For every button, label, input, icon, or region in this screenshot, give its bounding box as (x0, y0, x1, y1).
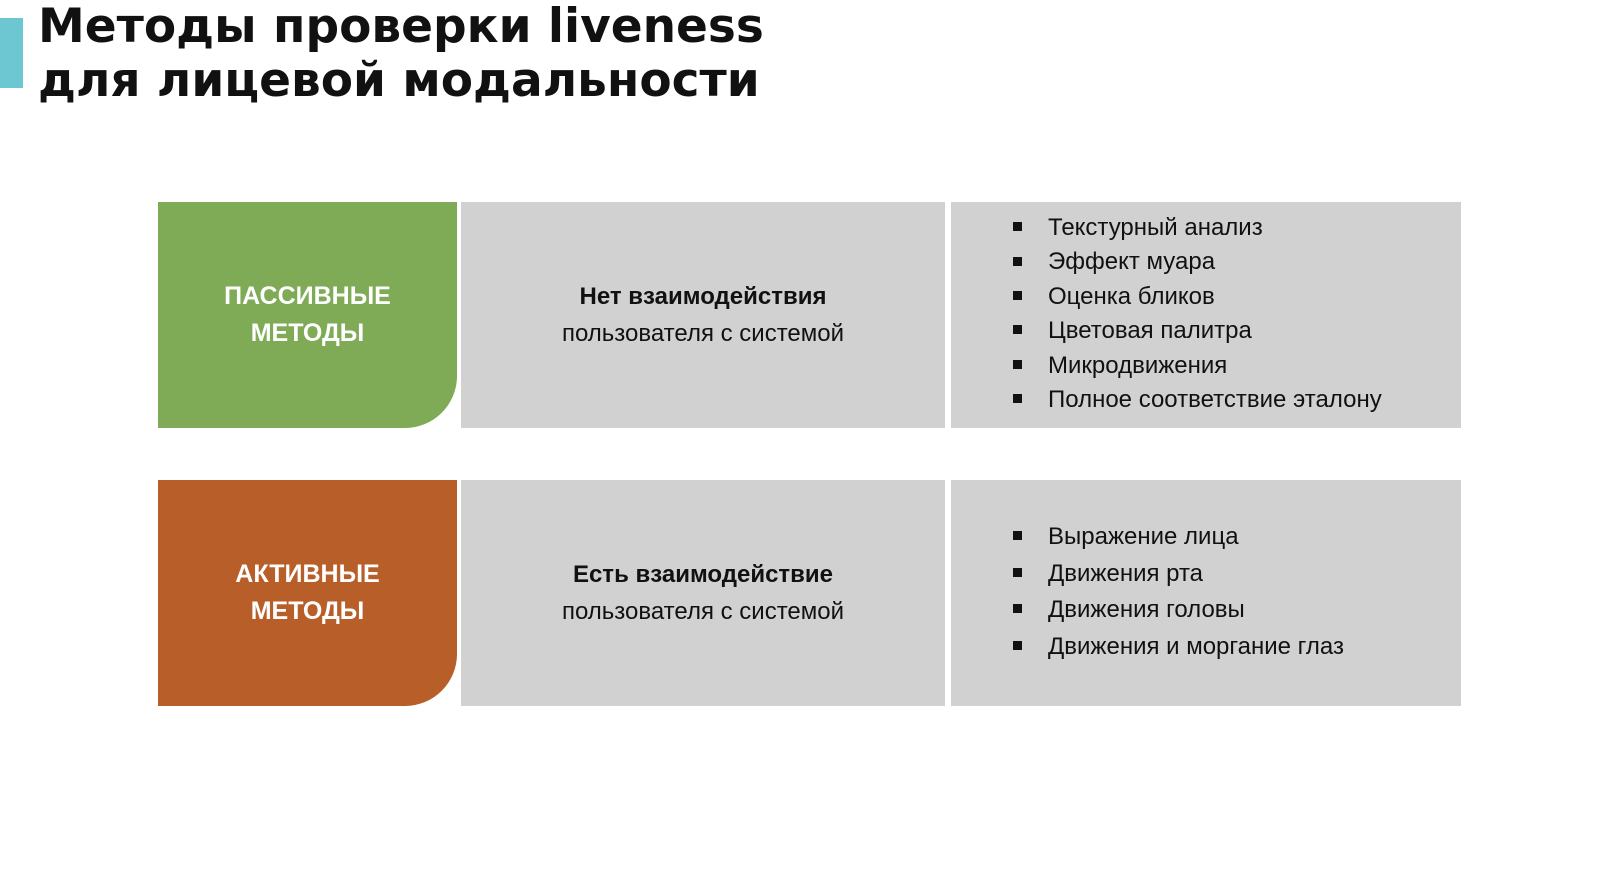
list-item-text: Движения головы (1048, 596, 1245, 623)
active-methods-list (951, 519, 1461, 665)
list-item-text: Микродвижения (1048, 351, 1228, 379)
square-bullet-icon (1013, 641, 1022, 650)
passive-methods-list (951, 211, 1461, 417)
list-item (951, 592, 1461, 629)
list-item-text: Эффект муара (1048, 248, 1216, 276)
slide-title-line-2: для лицевой модальности (38, 53, 760, 108)
list-item (951, 556, 1461, 593)
slide-title-line-1: Методы проверки liveness (38, 0, 764, 54)
list-item-text: Выражение лица (1048, 523, 1239, 550)
square-bullet-icon (1013, 360, 1022, 369)
square-bullet-icon (1013, 257, 1022, 266)
active-description (461, 480, 945, 706)
list-item (951, 383, 1461, 417)
list-item-text: Текстурный анализ (1048, 214, 1263, 241)
passive-label-line-2: МЕТОДЫ (250, 319, 365, 347)
list-item (951, 519, 1461, 556)
square-bullet-icon (1013, 394, 1022, 403)
passive-description (461, 202, 945, 428)
square-bullet-icon (1013, 222, 1022, 231)
active-methods-list-panel (951, 480, 1461, 706)
list-item-text: Оценка бликов (1048, 282, 1215, 310)
list-item (951, 314, 1461, 348)
list-item (951, 211, 1461, 245)
list-item-text: Цветовая палитра (1048, 317, 1252, 345)
active-methods-label (158, 480, 457, 706)
passive-description-text: пользователя с системой (561, 320, 845, 347)
passive-methods-list-panel (951, 202, 1461, 428)
square-bullet-icon (1013, 531, 1022, 540)
list-item (951, 629, 1461, 666)
active-label-line-1: АКТИВНЫЕ (235, 560, 380, 588)
active-description-text: пользователя с системой (561, 598, 845, 625)
active-label-line-2: МЕТОДЫ (250, 597, 365, 625)
list-item (951, 245, 1461, 279)
list-item (951, 349, 1461, 383)
square-bullet-icon (1013, 325, 1022, 334)
square-bullet-icon (1013, 568, 1022, 577)
list-item-text: Полное соответствие эталону (1048, 386, 1382, 414)
active-description-bold: Есть взаимодействие (572, 561, 834, 588)
list-item-text: Движения рта (1048, 559, 1204, 587)
list-item (951, 280, 1461, 314)
accent-bar (0, 18, 23, 88)
passive-label-line-1: ПАССИВНЫЕ (224, 282, 391, 310)
square-bullet-icon (1013, 291, 1022, 300)
list-item-text: Движения и моргание глаз (1048, 632, 1344, 660)
passive-methods-label (158, 202, 457, 428)
passive-description-bold: Нет взаимодействия (579, 283, 827, 310)
slide-title (38, 0, 764, 108)
square-bullet-icon (1013, 604, 1022, 613)
